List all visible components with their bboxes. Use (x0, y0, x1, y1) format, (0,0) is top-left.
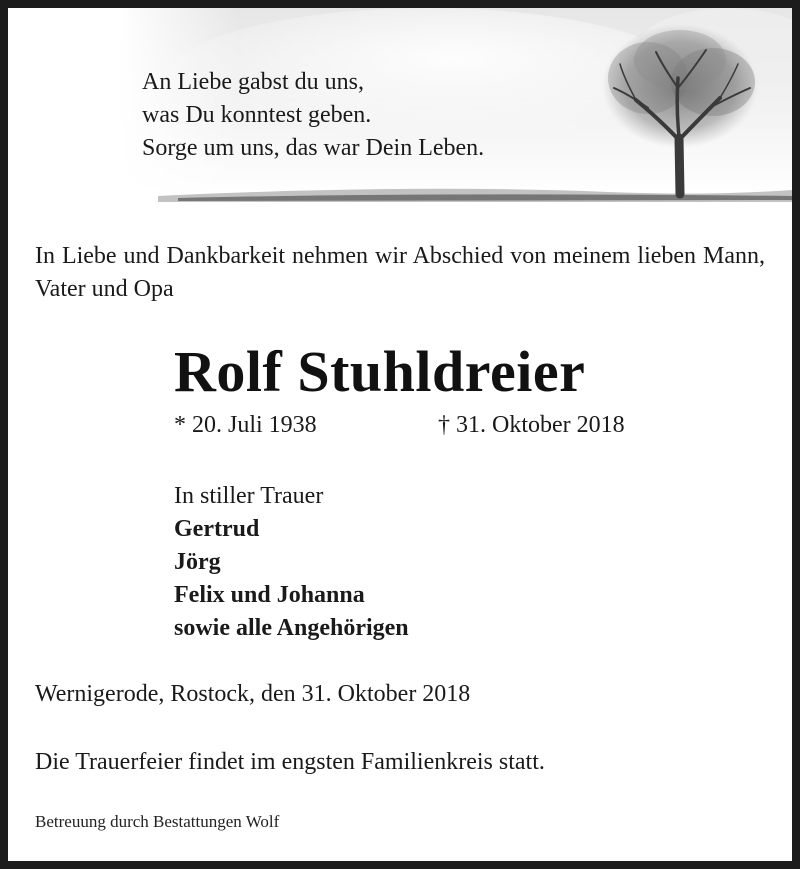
poem-line: was Du konntest geben. (142, 102, 372, 128)
poem (142, 66, 484, 165)
mourner-name: Felix und Johanna (174, 582, 365, 608)
birth-date: * 20. Juli 1938 (174, 412, 317, 438)
poem-line: Sorge um uns, das war Dein Leben. (142, 135, 485, 161)
undertaker-credit: Betreuung durch Bestattungen Wolf (35, 812, 280, 831)
death-date: † 31. Oktober 2018 (438, 412, 625, 438)
funeral-note: Die Trauerfeier findet im engsten Familienkreis statt. (35, 749, 545, 775)
mourners-block (174, 480, 409, 645)
mourner-name: Gertrud (174, 516, 260, 542)
intro-text: In Liebe und Dankbarkeit nehmen wir Abschied von meinem lieben Mann, Vater und Opa (35, 243, 765, 302)
poem-line: An Liebe gabst du uns, (142, 69, 364, 95)
mourner-name: sowie alle Angehörigen (174, 615, 409, 641)
header-banner (8, 8, 792, 208)
mourner-name: Jörg (174, 549, 221, 575)
deceased-name: Rolf Stuhldreier (174, 339, 586, 404)
mourning-heading: In stiller Trauer (174, 483, 324, 509)
place-and-date: Wernigerode, Rostock, den 31. Oktober 2018 (35, 681, 471, 707)
